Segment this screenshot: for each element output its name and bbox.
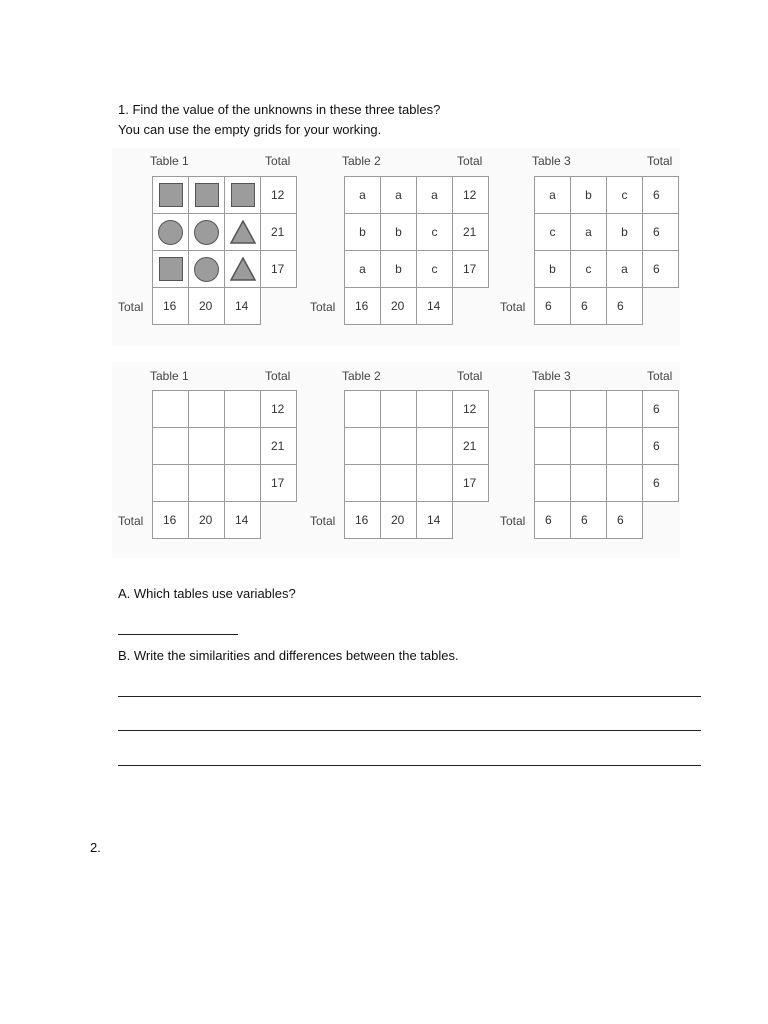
- variable-cell: b: [380, 213, 417, 251]
- row-total-cell: 6: [642, 464, 679, 502]
- working-cell[interactable]: [416, 390, 453, 428]
- column-total-cell: 20: [380, 287, 417, 325]
- empty-corner: [642, 287, 679, 325]
- row-total-cell: 12: [452, 176, 489, 214]
- column-total-cell: 14: [416, 501, 453, 539]
- total-row-label: Total: [500, 300, 526, 314]
- row-total-cell: 21: [452, 427, 489, 465]
- variable-cell: c: [416, 250, 453, 288]
- total-row-label: Total: [118, 300, 144, 314]
- column-total-cell: 6: [570, 501, 607, 539]
- total-header: Total: [647, 369, 673, 383]
- total-header: Total: [647, 154, 673, 168]
- question-1-instruction: You can use the empty grids for your working.: [118, 122, 382, 137]
- variable-cell: b: [534, 250, 571, 288]
- total-row-label: Total: [500, 514, 526, 528]
- answer-line-b-1[interactable]: [118, 696, 701, 697]
- empty-corner: [260, 501, 297, 539]
- column-total-cell: 6: [570, 287, 607, 325]
- table-title: Table 1: [150, 369, 189, 383]
- working-grid: [344, 390, 488, 538]
- empty-corner: [260, 287, 297, 325]
- circle-shape-icon: [194, 257, 219, 282]
- working-cell[interactable]: [188, 464, 225, 502]
- row-total-cell: 21: [452, 213, 489, 251]
- square-shape-icon: [231, 183, 255, 207]
- circle-shape-icon: [158, 220, 183, 245]
- empty-corner: [452, 287, 489, 325]
- question-b: B. Write the similarities and differences between the tables.: [118, 648, 459, 663]
- unknowns-table: [344, 176, 488, 324]
- column-total-cell: 14: [224, 501, 261, 539]
- working-cell[interactable]: [344, 390, 381, 428]
- circle-shape-icon: [194, 220, 219, 245]
- shape-cell: [188, 213, 225, 251]
- column-total-cell: 6: [534, 287, 571, 325]
- row-total-cell: 6: [642, 427, 679, 465]
- table-title: Table 3: [532, 154, 571, 168]
- working-cell[interactable]: [416, 427, 453, 465]
- square-shape-icon: [159, 183, 183, 207]
- shape-cell: [188, 176, 225, 214]
- working-cell[interactable]: [188, 390, 225, 428]
- variable-cell: c: [606, 176, 643, 214]
- working-cell[interactable]: [224, 390, 261, 428]
- working-cell[interactable]: [416, 464, 453, 502]
- working-cell[interactable]: [224, 464, 261, 502]
- row-total-cell: 17: [452, 464, 489, 502]
- working-cell[interactable]: [534, 390, 571, 428]
- variable-cell: c: [416, 213, 453, 251]
- answer-line-a[interactable]: [118, 634, 238, 635]
- triangle-shape-icon: [230, 220, 256, 244]
- row-total-cell: 21: [260, 213, 297, 251]
- row-total-cell: 6: [642, 250, 679, 288]
- shape-cell: [152, 176, 189, 214]
- row-total-cell: 6: [642, 390, 679, 428]
- table-title: Table 1: [150, 154, 189, 168]
- column-total-cell: 14: [224, 287, 261, 325]
- shape-cell: [152, 213, 189, 251]
- variable-cell: a: [344, 176, 381, 214]
- column-total-cell: 16: [344, 501, 381, 539]
- working-cell[interactable]: [380, 464, 417, 502]
- row-total-cell: 12: [452, 390, 489, 428]
- working-cell[interactable]: [344, 427, 381, 465]
- working-cell[interactable]: [534, 427, 571, 465]
- variable-cell: c: [570, 250, 607, 288]
- column-total-cell: 6: [606, 501, 643, 539]
- working-cell[interactable]: [606, 427, 643, 465]
- column-total-cell: 16: [152, 287, 189, 325]
- column-total-cell: 20: [188, 287, 225, 325]
- variable-cell: a: [344, 250, 381, 288]
- working-cell[interactable]: [344, 464, 381, 502]
- working-cell[interactable]: [380, 390, 417, 428]
- triangle-shape-icon: [230, 257, 256, 281]
- table-title: Table 3: [532, 369, 571, 383]
- variable-cell: b: [380, 250, 417, 288]
- working-grid: [534, 390, 678, 538]
- table-title: Table 2: [342, 369, 381, 383]
- unknowns-table: [534, 176, 678, 324]
- working-cell[interactable]: [570, 390, 607, 428]
- variable-cell: a: [380, 176, 417, 214]
- column-total-cell: 6: [606, 287, 643, 325]
- empty-corner: [452, 501, 489, 539]
- table-title: Table 2: [342, 154, 381, 168]
- variable-cell: a: [416, 176, 453, 214]
- shape-cell: [224, 250, 261, 288]
- question-2-number: 2.: [90, 840, 101, 855]
- shape-cell: [188, 250, 225, 288]
- row-total-cell: 6: [642, 213, 679, 251]
- shape-cell: [224, 213, 261, 251]
- working-cell[interactable]: [606, 464, 643, 502]
- unknowns-table: [152, 176, 296, 324]
- question-a: A. Which tables use variables?: [118, 586, 296, 601]
- working-cell[interactable]: [570, 464, 607, 502]
- column-total-cell: 16: [152, 501, 189, 539]
- shape-cell: [224, 176, 261, 214]
- working-cell[interactable]: [152, 464, 189, 502]
- variable-cell: b: [344, 213, 381, 251]
- total-header: Total: [265, 369, 291, 383]
- column-total-cell: 6: [534, 501, 571, 539]
- column-total-cell: 20: [188, 501, 225, 539]
- total-header: Total: [457, 369, 483, 383]
- square-shape-icon: [159, 257, 183, 281]
- question-1-prompt: 1. Find the value of the unknowns in these three tables?: [118, 102, 441, 117]
- total-header: Total: [457, 154, 483, 168]
- working-cell[interactable]: [570, 427, 607, 465]
- row-total-cell: 17: [260, 250, 297, 288]
- row-total-cell: 17: [452, 250, 489, 288]
- working-cell[interactable]: [224, 427, 261, 465]
- working-cell[interactable]: [152, 390, 189, 428]
- square-shape-icon: [195, 183, 219, 207]
- row-total-cell: 12: [260, 390, 297, 428]
- row-total-cell: 17: [260, 464, 297, 502]
- answer-line-b-3[interactable]: [118, 765, 701, 766]
- total-header: Total: [265, 154, 291, 168]
- variable-cell: b: [606, 213, 643, 251]
- column-total-cell: 14: [416, 287, 453, 325]
- variable-cell: a: [570, 213, 607, 251]
- working-cell[interactable]: [188, 427, 225, 465]
- variable-cell: a: [606, 250, 643, 288]
- working-cell[interactable]: [534, 464, 571, 502]
- working-cell[interactable]: [152, 427, 189, 465]
- answer-line-b-2[interactable]: [118, 730, 701, 731]
- row-total-cell: 6: [642, 176, 679, 214]
- total-row-label: Total: [118, 514, 144, 528]
- variable-cell: a: [534, 176, 571, 214]
- row-total-cell: 21: [260, 427, 297, 465]
- variable-cell: c: [534, 213, 571, 251]
- row-total-cell: 12: [260, 176, 297, 214]
- column-total-cell: 20: [380, 501, 417, 539]
- total-row-label: Total: [310, 300, 336, 314]
- shape-cell: [152, 250, 189, 288]
- empty-corner: [642, 501, 679, 539]
- working-cell[interactable]: [606, 390, 643, 428]
- working-cell[interactable]: [380, 427, 417, 465]
- total-row-label: Total: [310, 514, 336, 528]
- working-grid: [152, 390, 296, 538]
- column-total-cell: 16: [344, 287, 381, 325]
- variable-cell: b: [570, 176, 607, 214]
